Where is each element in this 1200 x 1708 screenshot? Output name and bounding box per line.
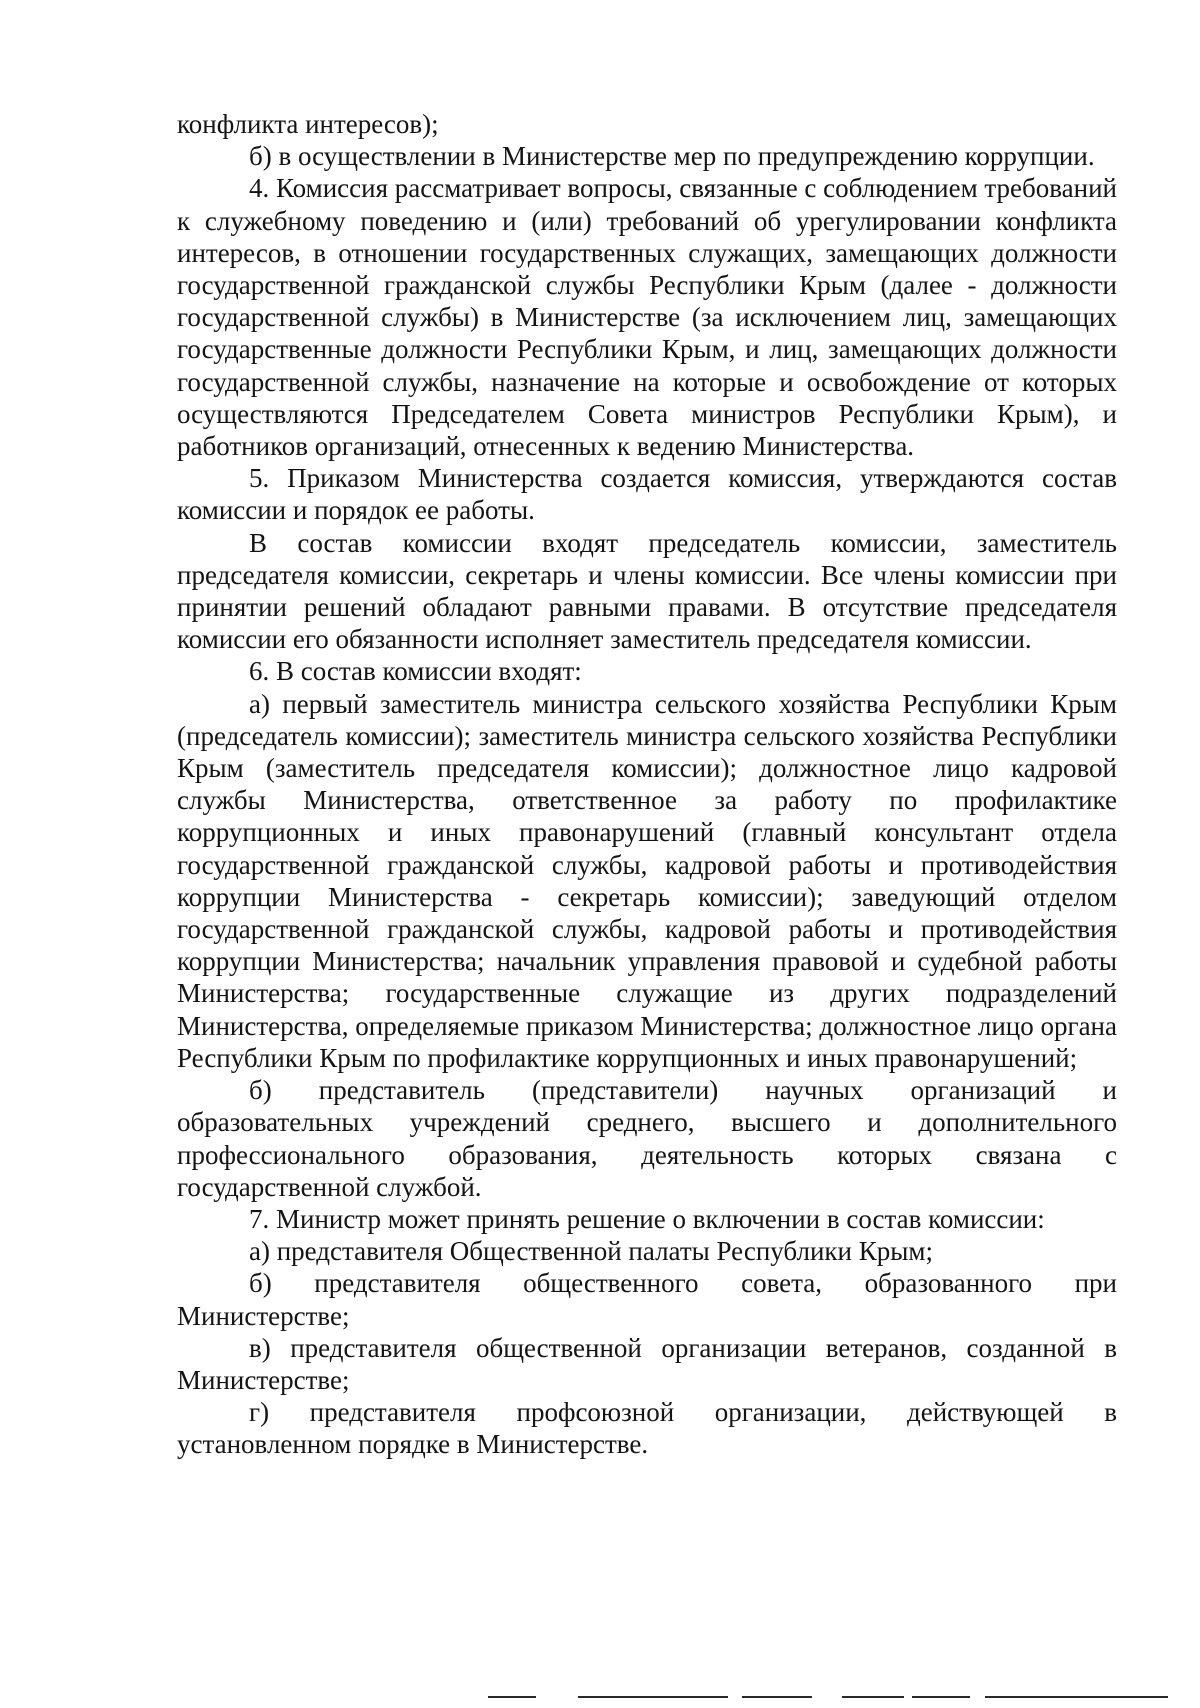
paragraph-5: 5. Приказом Министерства создается комиссия, утверждаются состав комиссии и порядок ее работы.: [177, 463, 1117, 526]
paragraph-6: 6. В состав комиссии входят:: [249, 656, 582, 687]
paragraph-5-composition: В состав комиссии входят председатель комиссии, заместитель председателя комиссии, секретарь и члены комиссии. Все члены комиссии при принятии решений обладают равными правами. В отсутствие председателя комиссии его обязанности исполняет заместитель председателя комиссии.: [177, 527, 1117, 655]
footer-rule-segment: [912, 1696, 970, 1698]
paragraph-3b: б) в осуществлении в Министерстве мер по предупреждению коррупции.: [249, 141, 1095, 172]
paragraph-7b: б) представителя общественного совета, образованного при Министерстве;: [177, 1268, 1117, 1331]
paragraph-7v: в) представителя общественной организации ветеранов, созданной в Министерстве;: [177, 1332, 1117, 1395]
paragraph-continuation: конфликта интересов);: [177, 109, 439, 139]
paragraph-7g: г) представителя профсоюзной организации, действующей в установленном порядке в Министерстве.: [177, 1397, 1117, 1460]
paragraph-6b: б) представитель (представители) научных организаций и образовательных учреждений среднего, высшего и дополнительного профессионального образования, деятельность которых связана с государственной службой.: [177, 1075, 1117, 1202]
paragraph-7: 7. Министр может принять решение о включении в состав комиссии:: [249, 1203, 1045, 1234]
paragraph-4: 4. Комиссия рассматривает вопросы, связанные с соблюдением требований к служебному поведению и (или) требований об урегулировании конфликта интересов, в отношении государственных служащих, замещающих должности государственной гражданской службы Республики Крым (далее - должности государственной службы) в Министерстве (за исключением лиц, замещающих государственные должности Республики Крым, и лиц, замещающих должности государственной службы, назначение на которые и освобождение от которых осуществляются Председателем Совета министров Республики Крым), и работников организаций, отнесенных к ведению Министерства.: [177, 173, 1117, 462]
document-page: [177, 108, 1117, 1461]
footer-rule-segment: [742, 1696, 812, 1698]
paragraph-6a: а) первый заместитель министра сельского хозяйства Республики Крым (председатель комиссии); заместитель министра сельского хозяйства Республики Крым (заместитель председателя комиссии); должностное лицо кадровой службы Министерства, ответственное за работу по профилактике коррупционных и иных правонарушений (главный консультант отдела государственной гражданской службы, кадровой работы и противодействия коррупции Министерства - секретарь комиссии); заведующий отделом государственной гражданской службы, кадровой работы и противодействия коррупции Министерства; начальник управления правовой и судебной работы Министерства; государственные служащие из других подразделений Министерства, определяемые приказом Министерства; должностное лицо органа Республики Крым по профилактике коррупционных и иных правонарушений;: [177, 688, 1117, 1073]
paragraph-7a: а) представителя Общественной палаты Республики Крым;: [249, 1236, 933, 1267]
footer-rule-segment: [578, 1696, 728, 1698]
footer-rule-segment: [842, 1696, 904, 1698]
footer-rule-segment: [985, 1696, 1168, 1698]
footer-rule-segment: [488, 1696, 536, 1698]
